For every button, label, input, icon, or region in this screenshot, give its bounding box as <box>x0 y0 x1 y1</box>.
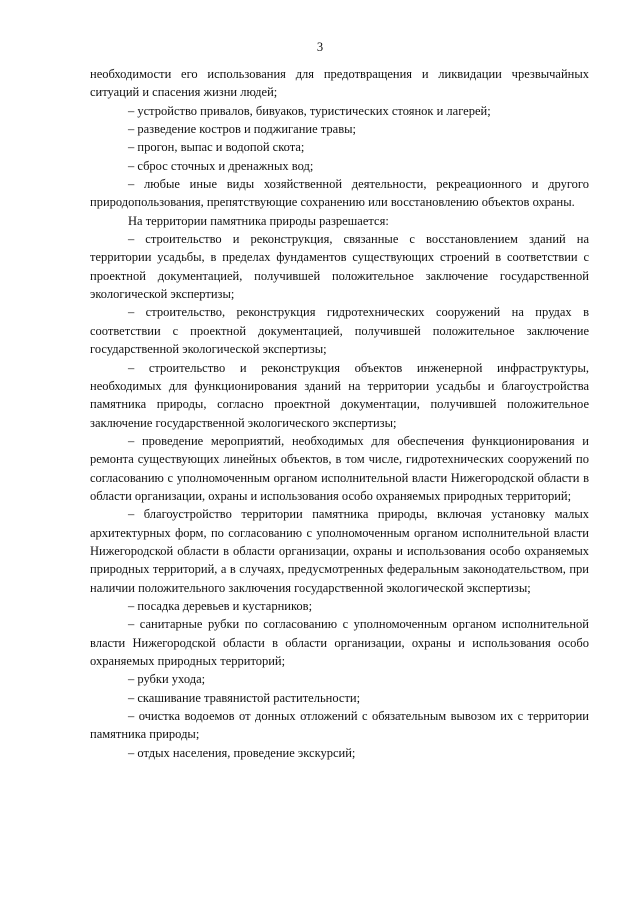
permitted-section-heading: На территории памятника природы разрешается: <box>128 213 389 228</box>
list-item-permitted-sanitary-felling: – санитарные рубки по согласованию с уполномоченным органом исполнительной власти Нижегородской области в области организации, охраны и использования особо охраняемых природных территорий; <box>90 617 589 668</box>
list-item-prohibited-camps: – устройство привалов, бивуаков, туристических стоянок и лагерей; <box>128 103 491 118</box>
list-item-permitted-infrastructure: – строительство и реконструкция объектов инженерной инфраструктуры, необходимых для функционирования зданий на территории усадьбы и благоустройства памятника природы, согласно проектной документации, получившей положительное заключение государственной экологического экспертизы; <box>90 360 589 430</box>
list-item-permitted-pond-cleaning: – очистка водоемов от донных отложений с обязательным вывозом их с территории памятника природы; <box>90 709 589 742</box>
document-body <box>90 65 589 762</box>
list-item-prohibited-fires: – разведение костров и поджигание травы; <box>128 122 356 137</box>
list-item-permitted-landscaping: – благоустройство территории памятника природы, включая установку малых архитектурных форм, по согласованию с уполномоченным органом исполнительной власти Нижегородской области в области организации, охраны и использования особо охраняемых природных территорий, а в случаях, предусмотренных федеральным законодательством, при наличии положительного заключения государственной экологической экспертизы; <box>90 507 589 595</box>
list-item-permitted-planting: – посадка деревьев и кустарников; <box>128 598 313 613</box>
paragraph-continuation: необходимости его использования для предотвращения и ликвидации чрезвычайных ситуаций и спасения жизни людей; <box>90 67 589 100</box>
page-number: 3 <box>316 40 324 54</box>
list-item-prohibited-grazing: – прогон, выпас и водопой скота; <box>128 140 305 155</box>
list-item-prohibited-discharge: – сброс сточных и дренажных вод; <box>128 158 314 173</box>
list-item-permitted-recreation: – отдых населения, проведение экскурсий; <box>128 745 356 760</box>
list-item-prohibited-other-activity: – любые иные виды хозяйственной деятельности, рекреационного и другого природопользования, препятствующие сохранению или восстановлению объектов охраны. <box>90 177 589 210</box>
list-item-permitted-linear-objects: – проведение мероприятий, необходимых для обеспечения функционирования и ремонта существующих линейных объектов, в том числе, гидротехнических сооружений по согласованию с уполномоченным органом исполнительной власти Нижегородской области в области организации, охраны и использования особо охраняемых природных территорий; <box>90 433 589 503</box>
list-item-permitted-mowing: – скашивание травянистой растительности; <box>128 690 361 705</box>
list-item-permitted-hydro-structures: – строительство, реконструкция гидротехнических сооружений на прудах в соответствии с проектной документацией, получившей положительное заключение государственной экологической экспертизы; <box>90 305 589 357</box>
list-item-permitted-estate-construction: – строительство и реконструкция, связанные с восстановлением зданий на территории усадьбы, в пределах фундаментов существующих строений в соответствии с проектной документацией, получившей положительное заключение государственной экологической экспертизы; <box>90 232 589 302</box>
list-item-permitted-thinning: – рубки ухода; <box>128 672 206 687</box>
